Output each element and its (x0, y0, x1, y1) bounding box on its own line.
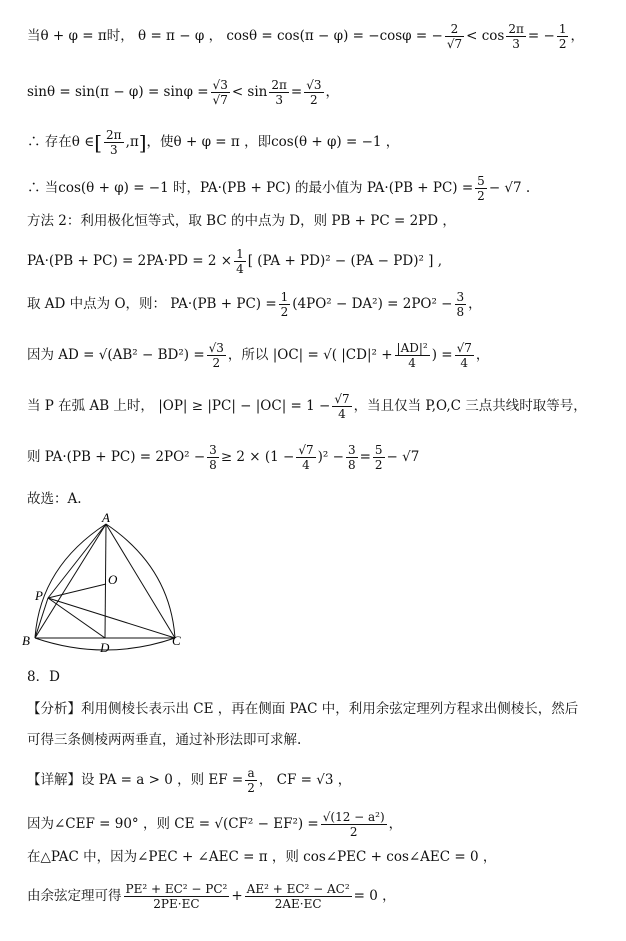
line-arc-condition: 当 P 在弧 AB 上时， |OP| ≥ |PC| − |OC| = 1 − $\frac{√7}{4}$ ，当且仅当 P,O,C 三点共线时取等号， (27, 392, 587, 421)
line-analysis: 【分析】利用侧棱长表示出 CE ，再在侧面 PAC 中，利用余弦定理列方程求出侧棱长，然后 (27, 701, 579, 717)
segment-pa (48, 524, 106, 598)
line-cos-relation: 当θ + φ = π时， θ = π − φ ， cosθ = cos(π − φ) = −cosφ = − $\frac{2}{√7}$ < cos $\frac{2\pi}{3}$ = − $\frac{1}{2}$ ， (27, 22, 584, 51)
segment-ab (35, 524, 106, 638)
label-o: O (108, 572, 118, 587)
label-p: P (35, 588, 43, 603)
line-detail-setup: 【详解】设 PA = a > 0 ，则 EF = $\frac{a}{2}$ ， CF = √3 ， (27, 766, 352, 795)
line-cosine-law: 由余弦定理可得 $\frac{\text{PE² + EC² − PC²}}{2PE\cdot EC}$ + $\frac{\text{AE² + EC² − AC²}}{2AE\cdot EC}$ = 0 ， (27, 882, 396, 911)
label-b: B (22, 633, 30, 648)
line-sin-relation: sinθ = sin(π − φ) = sinφ = $\frac{√3}{√7}$ < sin $\frac{2\pi}{3}$ = $\frac{√3}{2}$ ， (27, 78, 339, 107)
line-midpoint-o: 取 AD 中点为 O，则： PA·(PB + PC) = $\frac{1}{2}$ (4PO² − DA²) = 2PO² − $\frac{3}{8}$ ， (27, 290, 482, 319)
line-minimum-value: ∴ 当cos(θ + φ) = −1 时，PA·(PB + PC) 的最小值为 PA·(PB + PC) = $\frac{5}{2}$ − √7 . (27, 174, 531, 203)
segment-ad (105, 524, 106, 638)
line-exists-theta: ∴ 存在θ ∈[ $\frac{2\pi}{3}$ ,π]，使θ + φ = π ，即cos(θ + φ) = −1 ， (27, 128, 400, 157)
line-ce-length: 因为∠CEF = 90° ，则 CE = √(CF² − EF²) = $\frac{\text{√(12 − a²)}}{2}$ ， (27, 810, 403, 839)
segment-pd (48, 598, 105, 638)
label-c: C (172, 633, 181, 648)
geometry-figure (20, 512, 190, 652)
line-oc-length: 因为 AD = √(AB² − BD²) = $\frac{√3}{2}$ ，所以 |OC| = √( |CD|² + $\frac{\text{|AD|²}}{4}$ ) = $\frac{√7}{4}$ ， (27, 341, 490, 370)
line-analysis-cont: 可得三条侧棱两两垂直，通过补形法即可求解. (27, 732, 302, 748)
line-angle-sum: 在△PAC 中，因为∠PEC + ∠AEC = π ，则 cos∠PEC + cos∠AEC = 0 ， (27, 849, 497, 865)
line-question-8: 8．D (27, 669, 60, 685)
line-answer-choice: 故选：A. (27, 491, 82, 507)
line-method-2: 方法 2：利用极化恒等式，取 BC 的中点为 D，则 PB + PC = 2PD ， (27, 213, 456, 229)
line-polarization: PA·(PB + PC) = 2PA·PD = 2 × $\frac{1}{4}$ [ (PA + PD)² − (PA − PD)² ] , (27, 247, 443, 276)
segment-pc (48, 598, 175, 638)
label-d: D (100, 640, 110, 652)
label-a: A (102, 512, 110, 525)
line-final-bound: 则 PA·(PB + PC) = 2PO² − $\frac{3}{8}$ ≥ 2 × (1 − $\frac{√7}{4}$ )² − $\frac{3}{8}$ = $\frac{5}{2}$ − √7 (27, 443, 420, 472)
